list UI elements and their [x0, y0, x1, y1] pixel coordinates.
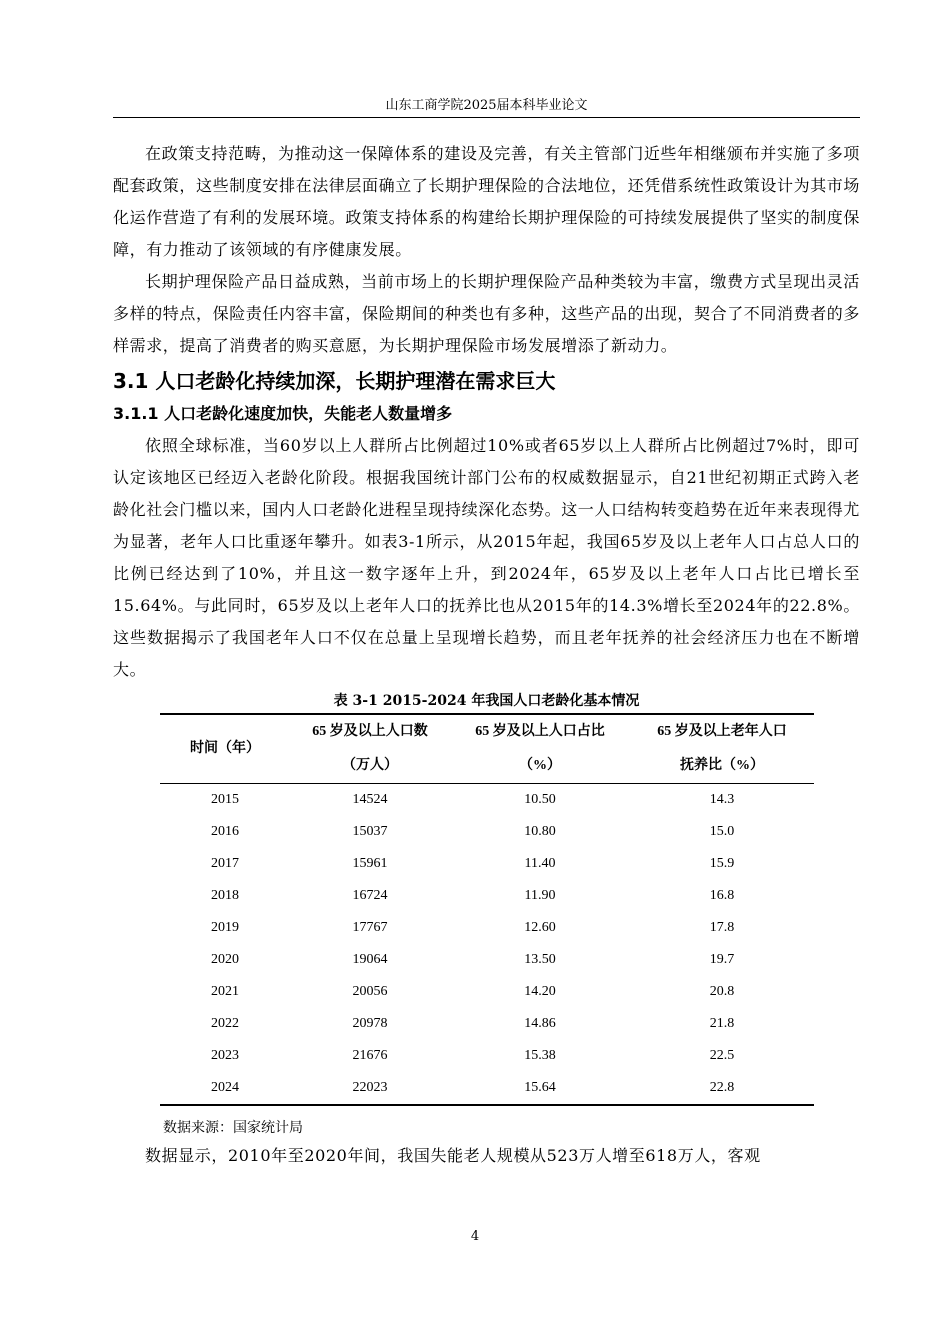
cell-year: 2017 — [211, 856, 239, 871]
cell-population: 15037 — [352, 824, 388, 839]
running-header: 山东工商学院2025届本科毕业论文 — [385, 98, 588, 113]
cell-ratio: 14.86 — [524, 1016, 556, 1031]
cell-ratio: 15.64 — [524, 1080, 556, 1095]
page-body — [113, 138, 860, 1172]
paragraph-policy-support: 在政策支持范畴，为推动这一保障体系的建设及完善，有关主管部门近些年相继颁布并实施了多项配套政策，这些制度安排在法律层面确立了长期护理保险的合法地位，还凭借系统性政策设计为其市场化运作营造了有利的发展环境。政策支持体系的构建给长期护理保险的可持续发展提供了坚实的制度保障，有力推动了该领域的有序健康发展。 — [113, 144, 861, 259]
cell-ratio: 10.80 — [524, 824, 556, 839]
cell-dependency: 16.8 — [709, 888, 735, 903]
cell-dependency: 15.0 — [709, 824, 735, 839]
cell-ratio: 14.20 — [524, 984, 556, 999]
cell-dependency: 19.7 — [709, 952, 735, 967]
cell-ratio: 10.50 — [524, 792, 556, 807]
cell-year: 2019 — [211, 920, 239, 935]
table-row — [160, 1008, 814, 1040]
cell-year: 2022 — [211, 1016, 239, 1031]
cell-population: 20056 — [352, 984, 388, 999]
table-row — [160, 848, 814, 880]
page-number: 4 — [470, 1229, 480, 1244]
header-population: 65 岁及以上人口数 （万人） — [312, 724, 428, 773]
header-year: 时间（年） — [190, 741, 260, 756]
cell-ratio: 12.60 — [524, 920, 556, 935]
table-row — [160, 944, 814, 976]
table-row — [160, 912, 814, 944]
cell-year: 2020 — [211, 952, 239, 967]
cell-population: 22023 — [352, 1080, 388, 1095]
cell-ratio: 15.38 — [524, 1048, 556, 1063]
table-source-note: 数据来源：国家统计局 — [163, 1120, 303, 1136]
cell-ratio: 11.90 — [524, 888, 556, 903]
cell-year: 2024 — [211, 1080, 239, 1095]
cell-year: 2016 — [211, 824, 239, 839]
cell-population: 14524 — [352, 792, 388, 807]
table-header-row — [160, 714, 814, 784]
cell-ratio: 13.50 — [524, 952, 556, 967]
cell-year: 2021 — [211, 984, 239, 999]
table-row — [160, 976, 814, 1008]
section-heading-3-1: 3.1 人口老龄化持续加深，长期护理潜在需求巨大 — [113, 369, 556, 393]
cell-dependency: 14.3 — [709, 792, 735, 807]
cell-dependency: 15.9 — [709, 856, 735, 871]
cell-year: 2023 — [211, 1048, 239, 1063]
table-row — [160, 816, 814, 848]
cell-dependency: 17.8 — [709, 920, 735, 935]
table-row — [160, 880, 814, 912]
cell-population: 17767 — [352, 920, 388, 935]
cell-year: 2018 — [211, 888, 239, 903]
cell-population: 16724 — [352, 888, 388, 903]
subsection-heading-3-1-1: 3.1.1 人口老龄化速度加快，失能老人数量增多 — [113, 404, 453, 423]
aging-data-table — [160, 713, 814, 1106]
cell-dependency: 22.8 — [709, 1080, 735, 1095]
header-rule — [113, 117, 860, 118]
cell-dependency: 22.5 — [709, 1048, 735, 1063]
table-row — [160, 1072, 814, 1105]
cell-year: 2015 — [211, 792, 239, 807]
table-caption: 表 3-1 2015-2024 年我国人口老龄化基本情况 — [333, 693, 640, 709]
cell-dependency: 21.8 — [709, 1016, 735, 1031]
cell-population: 15961 — [352, 856, 388, 871]
paragraph-disabled-elderly: 数据显示，2010年至2020年间，我国失能老人规模从523万人增至618万人，客观 — [145, 1146, 761, 1165]
table-row — [160, 784, 814, 817]
cell-population: 20978 — [352, 1016, 388, 1031]
cell-population: 19064 — [352, 952, 388, 967]
header-dependency: 65 岁及以上老年人口 抚养比（%） — [657, 724, 787, 773]
cell-population: 21676 — [352, 1048, 388, 1063]
paragraph-aging-trend: 依照全球标准，当60岁以上人群所占比例超过10%或者65岁以上人群所占比例超过7%时，即可认定该地区已经迈入老龄化阶段。根据我国统计部门公布的权威数据显示，自21世纪初期正式跨入老龄化社会门槛以来，国内人口老龄化进程呈现持续深化态势。这一人口结构转变趋势在近年来表现得尤为显著，老年人口比重逐年攀升。如表3-1所示，从2015年起，我国65岁及以上老年人口占总人口的比例已经达到了10%，并且这一数字逐年上升，到2024年，65岁及以上老年人口占比已增长至15.64%。与此同时，65岁及以上老年人口的抚养比也从2015年的14.3%增长至2024年的22.8%。这些数据揭示了我国老年人口不仅在总量上呈现增长趋势，而且老年抚养的社会经济压力也在不断增大。 — [113, 436, 861, 679]
paragraph-product-maturity: 长期护理保险产品日益成熟，当前市场上的长期护理保险产品种类较为丰富，缴费方式呈现出灵活多样的特点，保险责任内容丰富，保险期间的种类也有多种，这些产品的出现，契合了不同消费者的多样需求，提高了消费者的购买意愿，为长期护理保险市场发展增添了新动力。 — [113, 272, 861, 355]
cell-dependency: 20.8 — [709, 984, 735, 999]
table-row — [160, 1040, 814, 1072]
cell-ratio: 11.40 — [524, 856, 556, 871]
header-ratio: 65 岁及以上人口占比 （%） — [475, 724, 605, 773]
